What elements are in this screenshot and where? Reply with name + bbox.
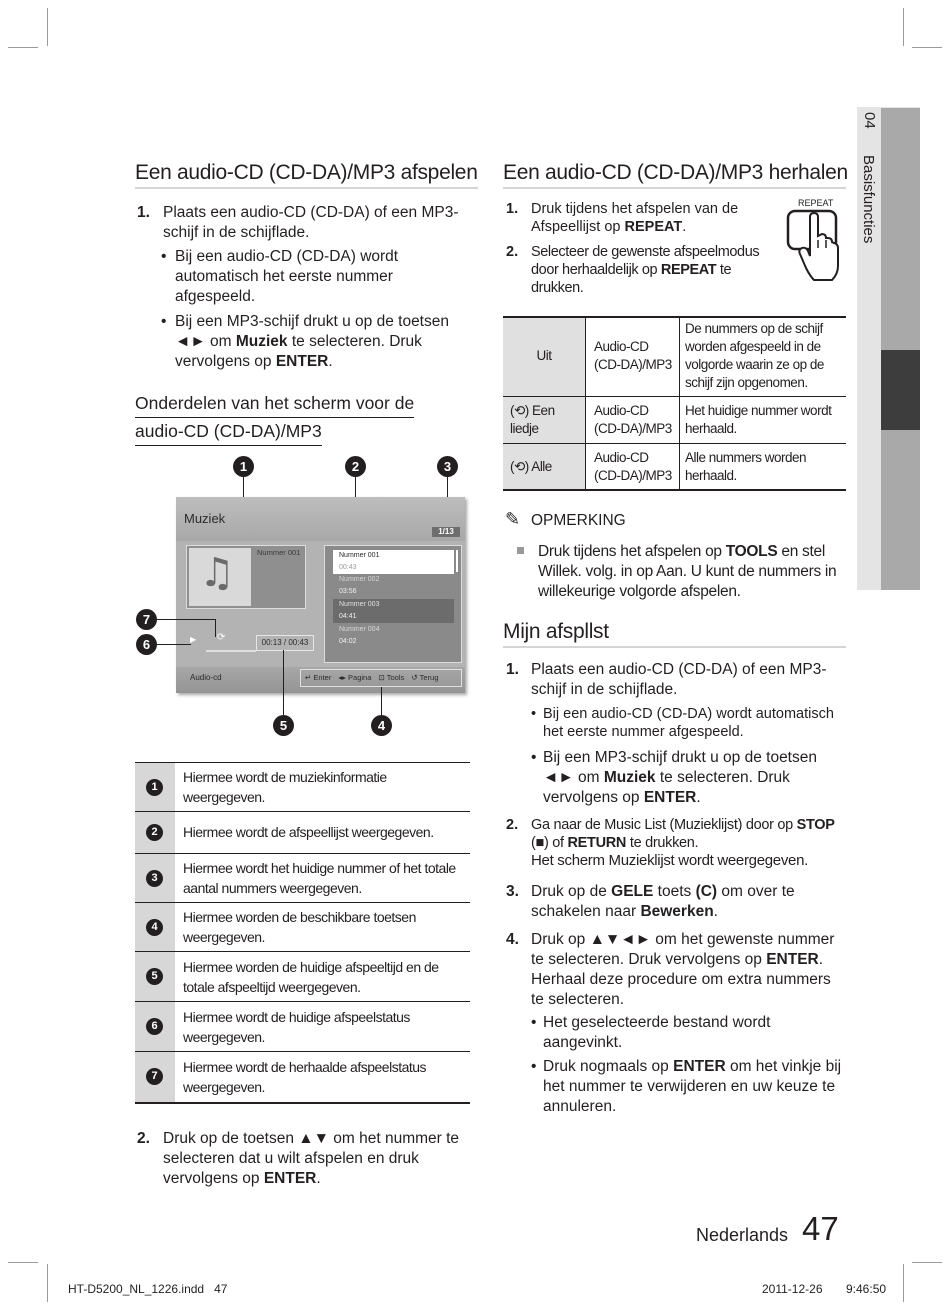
callout-line [283,650,284,715]
legend-row [135,1001,470,1052]
step-text-part: Druk op de [531,883,607,900]
bullet-text: Bij een audio-CD (CD-DA) wordt automatisch het eerste nummer afgespeeld. [543,706,834,740]
tools-button[interactable]: Tools [386,673,405,682]
legend-number-cell [135,763,175,812]
keyword-bewerken: Bewerken [640,903,714,920]
keyword-enter: ENTER [673,1058,726,1075]
section-heading-repeat: Een audio-CD (CD-DA)/MP3 herhalen [503,161,848,184]
step-text-part: . [682,219,687,235]
legend-text: Hiermee wordt de muziekinformatie weergegeven. [183,769,387,805]
page-icon: ◂▸ [338,673,346,682]
bullet-dot: • [531,706,537,722]
subheading [135,390,414,446]
step-text-part: . Herhaal deze procedure om extra nummers te selecteren. [531,951,831,1008]
return-button[interactable]: Terug [419,673,439,682]
playlist-item[interactable] [333,574,454,598]
track-counter: 1/13 [432,527,460,537]
playlist-panel [324,545,462,663]
callout-line [157,619,215,620]
step-text-part: . [713,903,718,920]
keyword-c: (C) [695,883,718,900]
album-track-label: Nummer 001 [257,548,301,557]
step-text [531,816,841,870]
bullet-text-part: Bij een MP3-schijf drukt u op de toetsen ◄► om [175,313,449,350]
keyword-return: RETURN [567,835,627,851]
legend-number-cell [135,903,175,952]
keyword-muziek: Muziek [603,769,656,786]
chapter-label: Basisfuncties [860,155,877,244]
step-text [531,200,771,236]
remote-repeat-label: REPEAT [798,198,834,208]
step-number: 2. [506,817,519,833]
note-title: OPMERKING [531,512,626,529]
step-text-part: Druk op ▲▼◄► om het gewenste nummer te selecteren. Druk vervolgens op [531,931,835,968]
callout-4: 4 [371,715,392,736]
legend-row [135,951,470,1002]
step-text-part: Druk tijdens het afspelen van de Afspeellijst op [531,201,739,235]
note-text [538,542,843,602]
footer-page-number: 47 [802,1210,839,1247]
bullet-text-part: Bij een MP3-schijf drukt u op de toetsen ◄► om [543,749,817,786]
legend-row [135,902,470,952]
source-label: Audio-cd [190,673,222,682]
playlist-item-time: 04:41 [339,613,357,620]
table-media: Audio-CD (CD-DA)/MP3 [594,403,672,436]
play-icon: ▶ [190,635,197,644]
bullet-text-part: te selecteren. Druk vervolgens op [543,769,790,806]
table-column-rule [585,318,586,489]
crop-mark [903,8,904,46]
bullet-text [543,748,833,808]
legend-number: 6 [146,1018,163,1035]
keyword-repeat: REPEAT [624,219,683,235]
keyword-repeat: REPEAT [660,262,717,278]
keyword-enter: ENTER [275,353,329,370]
bullet-text-part: . [328,353,333,370]
step-text-part: . [316,1170,321,1187]
chapter-marker [881,350,920,430]
legend-number: 5 [146,968,163,985]
legend-number-cell [135,854,175,903]
keyword-enter: ENTER [263,1170,317,1187]
bullet-dot: • [531,749,537,766]
step-text-part: Druk op de toetsen ▲▼ om het nummer te selecteren dat u wilt afspelen en druk vervolgens op [163,1130,460,1187]
playlist-item-time: 04:02 [339,638,357,645]
crop-mark [912,47,942,48]
legend-text: Hiermee wordt de huidige afspeelstatus weergegeven. [183,1009,410,1045]
legend-text: Hiermee worden de beschikbare toetsen weergegeven. [183,909,416,945]
legend-number: 1 [146,779,163,796]
step-number: 1. [137,204,150,221]
callout-line [157,644,191,645]
legend-number-cell [135,1052,175,1102]
playlist-item[interactable] [333,624,454,648]
note-text-part: en stel Willek. volg. in op Aan. U kunt de nummers in willekeurige volgorde afspelen. [538,543,837,600]
bullet-dot: • [531,1058,537,1075]
step-text-part: toets [657,883,692,900]
subheading-line: Onderdelen van het scherm voor de [135,390,414,418]
print-time: 9:46:50 [846,1282,887,1296]
tools-icon: ⊡ [378,673,385,682]
bullet-dot: • [161,313,167,330]
step-text [531,882,831,922]
legend-row [135,762,470,812]
keyword-tools: TOOLS [725,543,778,560]
step-number: 1. [506,661,519,678]
table-desc: Het huidige nummer wordt herhaald. [685,403,832,436]
crop-mark [47,8,48,46]
keyword-gele: GELE [611,883,654,900]
legend-number-cell [135,1002,175,1052]
callout-line [215,619,216,637]
legend-number: 2 [146,824,163,841]
step-text-part: Het scherm Muzieklijst wordt weergegeven. [531,852,808,869]
table-mode: Uit [536,348,552,363]
playlist-item-time: 00:43 [339,564,357,571]
step-text-part: (■) of [531,835,564,851]
bullet-text [175,312,465,372]
table-column-rule [679,318,680,489]
music-note-icon: ♫ [199,550,235,596]
bullet-text [543,1057,848,1117]
step-number: 2. [137,1130,150,1147]
repeat-icon: ⟳ [217,632,226,643]
table-rule [503,489,846,491]
return-icon: ↺ [411,673,418,682]
playlist-item-name: Nummer 002 [339,576,380,583]
progress-bar [206,650,256,652]
bullet-dot: • [161,248,167,265]
step-text-part: om over te schakelen naar [531,883,795,920]
playlist-item-name: Nummer 001 [339,552,380,559]
step-text-part: Ga naar de Music List (Muzieklijst) door op [531,817,793,833]
chapter-number: 04 [861,112,878,129]
print-date: 2011-12-26 [762,1282,823,1296]
button-bar [300,669,462,687]
crop-mark [8,47,38,48]
callout-1: 1 [233,456,254,477]
heading-rule [503,646,846,648]
table-desc: Alle nummers worden herhaald. [685,450,807,483]
heading-rule [135,187,478,189]
subheading-line: audio-CD (CD-DA)/MP3 [135,418,322,446]
keyword-stop: STOP [796,817,835,833]
playlist-item-name: Nummer 004 [339,626,380,633]
playlist-item-name: Nummer 003 [339,601,380,608]
callout-7: 7 [136,609,157,630]
step-text-part: te drukken. [629,835,699,851]
step-text [163,1129,473,1189]
footer-language: Nederlands [696,1225,789,1245]
step-text [531,243,771,297]
bullet-text-part: Druk nogmaals op [543,1058,669,1075]
print-file-name: HT-D5200_NL_1226.indd 47 [68,1282,228,1296]
screen-title: Muziek [184,511,226,526]
callout-line [381,687,382,715]
table-media: Audio-CD (CD-DA)/MP3 [594,339,672,372]
remote-button-illustration [784,196,846,290]
keyword-enter: ENTER [766,951,819,968]
note-icon: ✎ [505,509,521,530]
step-number: 1. [506,201,519,217]
step-number: 2. [506,244,519,260]
bullet-text: Het geselecteerde bestand wordt aangevinkt. [543,1014,771,1051]
legend-number: 4 [146,919,163,936]
bullet-text-part: . [696,789,701,806]
section-heading-play: Een audio-CD (CD-DA)/MP3 afspelen [135,161,478,184]
crop-mark [47,1264,48,1302]
chapter-tab-stripe [881,108,920,590]
table-mode: (⟲) Alle [510,459,552,474]
legend-text: Hiermee wordt de herhaalde afspeelstatus weergegeven. [183,1059,427,1095]
callout-2: 2 [345,456,366,477]
callout-6: 6 [136,634,157,655]
keyword-enter: ENTER [643,789,697,806]
step-text: Plaats een audio-CD (CD-DA) of een MP3-schijf in de schijflade. [531,661,827,698]
bullet-text: Bij een audio-CD (CD-DA) wordt automatisch het eerste nummer afgespeeld. [175,248,399,305]
legend-row [135,1051,470,1104]
playlist-item-selected[interactable] [333,550,454,574]
legend-number-cell [135,952,175,1002]
album-panel [186,545,306,609]
finger-press-icon [784,196,846,290]
bullet-dot: • [531,1014,537,1031]
crop-mark [912,1262,942,1263]
heading-rule [503,187,846,189]
table-desc: De nummers op de schijf worden afgespeeld in de volgorde waarin ze op de schijf zijn opgenomen. [685,321,824,390]
playlist-scrollbar[interactable] [456,550,458,572]
music-screen [176,497,465,693]
legend-number: 7 [146,1068,163,1085]
table-media: Audio-CD (CD-DA)/MP3 [594,450,672,483]
enter-icon: ↵ [305,673,312,682]
time-display: 00:13 / 00:43 [256,635,314,651]
crop-mark [903,1264,904,1302]
callout-3: 3 [437,456,458,477]
enter-button[interactable]: Enter [313,673,332,682]
keyword-muziek: Muziek [235,333,288,350]
legend-text: Hiermee worden de huidige afspeeltijd en de totale afspeeltijd weergegeven. [183,959,439,995]
step-number: 3. [506,883,519,900]
legend-row [135,853,470,903]
step-text [531,930,846,1010]
playlist-item-time: 03:56 [339,588,357,595]
table-mode: (⟲) Een liedje [510,403,555,436]
callout-5: 5 [273,715,294,736]
bullet-text-part: om het vinkje bij het nummer te verwijderen en uw keuze te annuleren. [543,1058,842,1115]
bullet-text-part: te selecteren. Druk vervolgens op [175,333,422,370]
legend-text: Hiermee wordt de afspeellijst weergegeven. [183,824,434,840]
page-button[interactable]: Pagina [348,673,372,682]
section-heading-playlist: Mijn afspllst [503,620,609,643]
legend-text: Hiermee wordt het huidige nummer of het totale aantal nummers weergegeven. [183,860,456,896]
legend-number: 3 [146,870,163,887]
note-bullet [517,547,524,554]
legend-row [135,811,470,854]
legend-number-cell [135,812,175,854]
step-number: 4. [506,931,519,948]
step-text-part: te drukken. [531,262,732,296]
album-art [189,548,251,606]
playlist-item[interactable] [333,599,454,623]
crop-mark [8,1262,38,1263]
step-text-part: Selecteer de gewenste afspeelmodus door herhaaldelijk op [531,244,760,278]
note-text-part: Druk tijdens het afspelen op [538,543,722,560]
step-text: Plaats een audio-CD (CD-DA) of een MP3-schijf in de schijflade. [163,204,459,241]
